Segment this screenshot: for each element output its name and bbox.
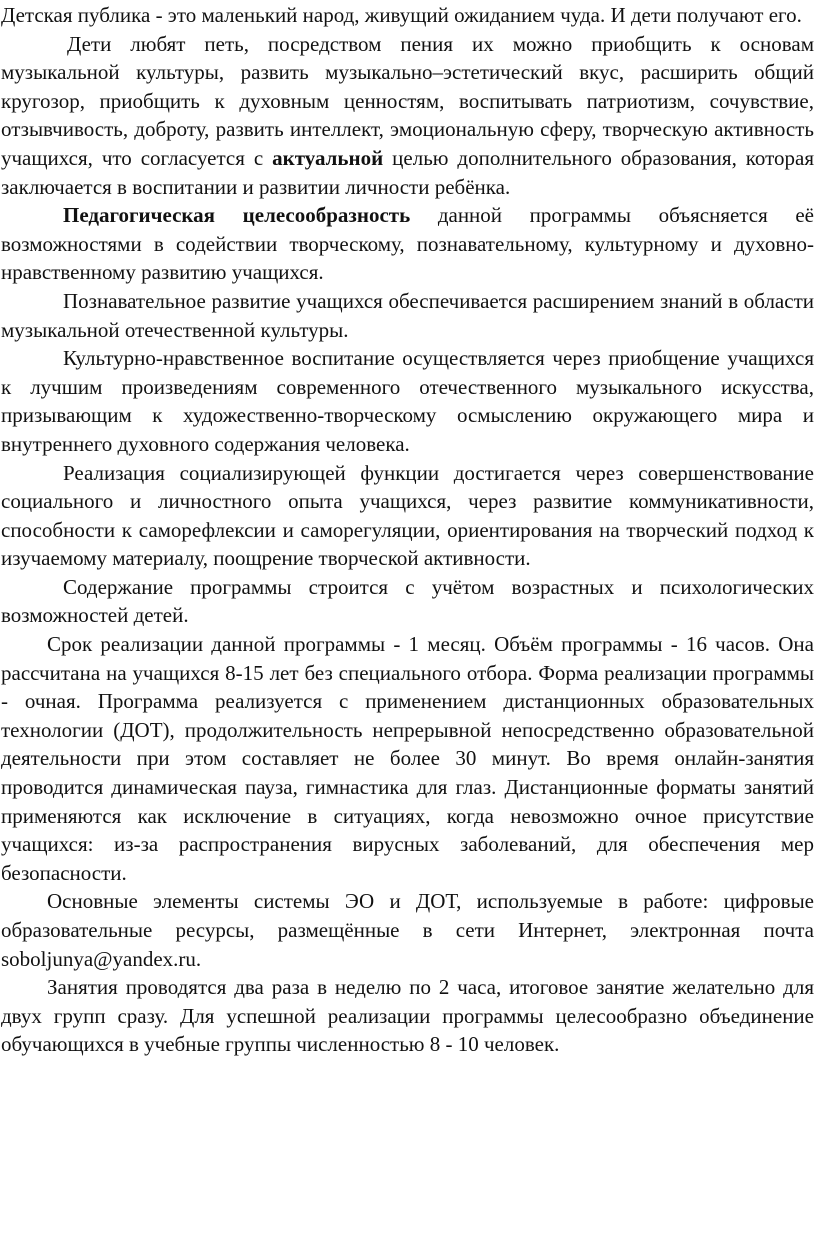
paragraph-intro: Детская публика - это маленький народ, живущий ожиданием чуда. И дети получают его. bbox=[1, 3, 802, 27]
paragraph-content: Содержание программы строится с учётом возрастных и психологических возможностей детей. bbox=[1, 574, 814, 628]
paragraph-pedagogical bbox=[1, 201, 814, 287]
paragraph-relevance bbox=[1, 30, 814, 202]
paragraph-terms: Срок реализации данной программы - 1 месяц. Объём программы - 16 часов. Она рассчитана на учащихся 8-15 лет без специального отбора. Форма реализации программы - очная. Программа реализуется с применением дистанционных образовательных технологии (ДОТ), продолжительность непрерывной непосредственно образовательной деятельности при этом составляет не более 30 минут. Во время онлайн-занятия проводится динамическая пауза, гимнастика для глаз. Дистанционные форматы занятий применяются как исключение в ситуациях, когда невозможно очное присутствие учащихся: из-за распространения вирусных заболеваний, для обеспечения мер безопасности. bbox=[1, 632, 814, 885]
paragraph-elements: Основные элементы системы ЭО и ДОТ, используемые в работе: цифровые образовательные ресурсы, размещённые в сети Интернет, электронная почта soboljunya@yandex.ru. bbox=[1, 889, 814, 971]
relevance-text-end: целью дополнительного образования, которая заключается в воспитании и развитии личности ребёнка. bbox=[1, 145, 814, 199]
pedagogical-keyword: Педагогическая целесообразность bbox=[63, 203, 411, 228]
paragraph-cognitive: Познавательное развитие учащихся обеспечивается расширением знаний в области музыкальной отечественной культуры. bbox=[1, 288, 814, 342]
relevance-text-start: Дети любят петь, посредством пения их можно приобщить к основам музыкальной культуры, развить музыкально–эстетический вкус, расширить общий кругозор, приобщить к духовным ценностям, воспитывать патриотизм, сочувствие, отзывчивость, доброту, развить интеллект, эмоциональную сферу, творческую активность учащихся, что согласуется с bbox=[1, 31, 814, 170]
pedagogical-text: данной программы объясняется её возможностями в содействии творческому, познавательному, культурному и духовно-нравственному развитию учащихся. bbox=[1, 203, 814, 285]
relevance-keyword: актуальной bbox=[272, 145, 384, 170]
paragraph-schedule: Занятия проводятся два раза в неделю по 2 часа, итоговое занятие желательно для двух групп сразу. Для успешной реализации программы целесообразно объединение обучающихся в учебные группы численностью 8 - 10 человек. bbox=[1, 975, 814, 1057]
paragraph-social: Реализация социализирующей функции достигается через совершенствование социального и личностного опыта учащихся, через развитие коммуникативности, способности к саморефлексии и саморегуляции, ориентирования на творческий подход к изучаемому материалу, поощрение творческой активности. bbox=[1, 460, 814, 571]
paragraph-cultural: Культурно-нравственное воспитание осуществляется через приобщение учащихся к лучшим произведениям современного отечественного музыкального искусства, призывающим к художественно-творческому осмыслению окружающего мира и внутреннего духовного содержания человека. bbox=[1, 346, 814, 456]
